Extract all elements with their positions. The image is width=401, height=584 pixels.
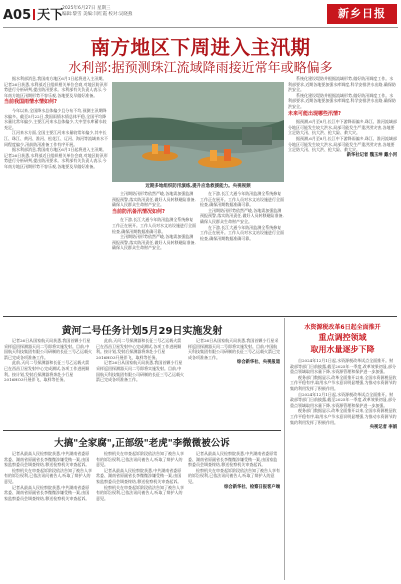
photo-caption: 近期多地组织防汛演练,提升应急救援能力。央视视频 <box>145 184 251 189</box>
header-divider <box>3 27 398 28</box>
byline: 综合新华社、央视报道 <box>237 360 280 366</box>
section-divider <box>3 316 397 317</box>
issue-meta: 2025年6月27日 星期三 编辑:黎雪 美编:闫红霞 校对:吴晓燕 <box>62 6 133 17</box>
section-heading: 未来可能出现哪些汛情? <box>288 110 341 117</box>
sidebox-title-2: 重点调控领域 <box>318 333 367 342</box>
story3-column-1: 记者从最高人民检察院获悉,中共湖南省委原常委、湖南省原副省长李微微涉嫌受贿一案,由国家监察委员会调查终结,移送检察机关审查起诉。 检察机关在审查起诉阶段依法告知了被告人享有的诉讼权利,已依法讯问被告人,听取了辩护人的意见。 记者从最高人民检察院获悉,中共湖南省委原常委、湖南省原副省长李微微涉嫌受贿一案,由国家监察委员会调查终结,移送检察机关审查起诉。 <box>4 451 92 501</box>
lead-column-right: 系统化建设堤防并根据流域形势,做好防汛调度工作。水利部要求,近期各地要加强水库调度,科学安排洪水出路,确保防洪安全。 系统化建设堤防并根据流域形势,做好防汛调度工作。水利部要求,近期各地要加强水库调度,科学安排洪水出路,确保防洪安全。 未来可能出现哪些汛情? 据预测,6月至8月,长江中下游降雨偏多,珠江、淮河流域部分地区可能发生较大洪水,局部可能发生严重洪涝灾害,各地要立足防大汛、抗大洪、抢大险、救大灾。 据预测,6月至8月,长江中下游降雨偏多,珠江、淮河流域部分地区可能发生较大洪水,局部可能发生严重洪涝灾害,各地要立足防大汛、抗大洪、抢大险、救大灾。 新华社记者 魏玉坤 戴小河 <box>288 76 397 158</box>
story2-column-2: 此前,天问二号探测器和长征三号乙运载火箭已在西昌卫星发射中心完成测试,各项工作进展顺利。按计划,发射后探测器将奔赴小行星2016HO3开展伴飞、取样等任务。 记者26日从国家航天局获悉,我国首颗小行星采样返回探测器天问二号即将实施发射。目前,中国航天科技集团有限公司研制的长征三号乙运载火箭已完成各项准备工作。 <box>96 338 184 383</box>
page-header <box>0 0 401 30</box>
story2-column-1: 记者26日从国家航天局获悉,我国首颗小行星采样返回探测器天问二号即将实施发射。目前,中国航天科技集团有限公司研制的长征三号乙运载火箭已完成各项准备工作。 此前,天问二号探测器和长征三号乙运载火箭已在西昌卫星发射中心完成测试,各项工作进展顺利。按计划,发射后探测器将奔赴小行星2016HO3开展伴飞、取样等任务。 <box>4 338 92 383</box>
story2-headline: 黄河二号任务计划5月29日实施发射 <box>61 326 223 337</box>
story3-column-2: 检察机关在审查起诉阶段依法告知了被告人享有的诉讼权利,已依法讯问被告人,听取了辩护人的意见。 记者从最高人民检察院获悉,中共湖南省委原常委、湖南省原副省长李微微涉嫌受贿一案,由国家监察委员会调查终结,移送检察机关审查起诉。 检察机关在审查起诉阶段依法告知了被告人享有的诉讼权利,已依法讯问被告人,听取了辩护人的意见。 <box>96 451 184 501</box>
lead-column-left: 据水利部消息,我国南方地区6月1日起将进入主汛期。记者26日获悉,水利部近日组织相关单位会商,对地区防汛形势进行分析研判,提出防汛要求。水利部有关负责人表示,今年南方地区汛期形势不容乐观,各地要及早做好准备。 当前我国雨情水情如何? 今年以来,全国降水总体偏少且分布不均,预测主汛期降水偏多。截至5月22日,我国雨情水情总体平稳,全国平均降水量比常年偏少,主要江河来水总体偏少,大中型水库蓄水较充足。 江河来水方面,全国主要江河来水量较常年偏少,其中长江、珠江、黄河、淮河、松花江、辽河、海河等流域来水不同程度偏少,汛前防汛准备工作有序开展。 据水利部消息,我国南方地区6月1日起将进入主汛期。记者26日获悉,水利部近日组织相关单位会商,对地区防汛形势进行分析研判,提出防汛要求。水利部有关负责人表示,今年南方地区汛期形势不容乐观,各地要及早做好准备。 <box>4 76 108 169</box>
lead-column-mid-a: 主汛期防汛形势依然严峻,各地需加强监测预报预警,落实防汛责任,做好人员转移避险准备,确保人民群众生命财产安全。 当前防汛备汛情况如何? 在下游,长江大通今年防汛监测全系统修复工作正在展开。工作人员对水文站设施进行全面检查,确保汛期数据准确可靠。 主汛期防汛形势依然严峻,各地需加强监测预报预警,落实防汛责任,做好人员转移避险准备,确保人民群众生命财产安全。 <box>112 191 196 251</box>
photo-image <box>112 82 284 182</box>
story2-column-3: 记者26日从国家航天局获悉,我国首颗小行星采样返回探测器天问二号即将实施发射。目前,中国航天科技集团有限公司研制的长征三号乙运载火箭已完成各项准备工作。 综合新华社、央视报道 <box>188 338 280 366</box>
section-heading: 当前防汛备汛情况如何? <box>112 208 165 215</box>
lead-column-mid-b: 在下游,长江大通今年防汛监测全系统修复工作正在展开。工作人员对水文站设施进行全面检查,确保汛期数据准确可靠。 主汛期防汛形势依然严峻,各地需加强监测预报预警,落实防汛责任,做好人员转移避险准备,确保人民群众生命财产安全。 在下游,长江大通今年防汛监测全系统修复工作正在展开。工作人员对水文站设施进行全面检查,确保汛期数据准确可靠。 <box>200 191 284 241</box>
column-divider <box>284 318 285 580</box>
byline: 央视记者 李娟 <box>369 425 397 431</box>
sidebox-title-3: 取用水量逐步下降 <box>310 345 375 354</box>
newspaper-logo: 新乡日报 <box>327 4 397 24</box>
section-divider <box>3 430 281 431</box>
page-number: A05 天下 <box>3 8 64 23</box>
lead-subheadline: 水利部:据预测珠江流域降雨接近常年或略偏多 <box>68 61 333 76</box>
story3-column-3: 记者从最高人民检察院获悉,中共湖南省委原常委、湖南省原副省长李微微涉嫌受贿一案,由国家监察委员会调查终结,移送检察机关审查起诉。 检察机关在审查起诉阶段依法告知了被告人享有的诉讼权利,已依法讯问被告人,听取了辩护人的意见。 综合新华社、检察日报客户端 <box>188 451 280 490</box>
byline: 综合新华社、检察日报客户端 <box>224 484 280 490</box>
byline: 新华社记者 魏玉坤 戴小河 <box>346 152 397 158</box>
lead-headline: 南方地区下周进入主汛期 <box>90 36 311 59</box>
flood-drill-photo <box>112 82 284 182</box>
section-heading: 当前我国雨情水情如何? <box>4 99 57 106</box>
sidebox-body: 自2024年12月1日起,水资源税改革试点全面推开。财政部等部门日前披露,截至2025年一季度,改革效果初显,部分重点领域取用水量下降,水资源管理和保护进一步加强。 税务部门数据显示,改革全面推开以来,全国水资源税征收工作平稳有序,取用水户节水意识明显增强,为推动水资源节约集约利用发挥了积极作用。 自2024年12月1日起,水资源税改革试点全面推开。财政部等部门日前披露,截至2025年一季度,改革效果初显,部分重点领域取用水量下降,水资源管理和保护进一步加强。 税务部门数据显示,改革全面推开以来,全国水资源税征收工作平稳有序,取用水户节水意识明显增强,为推动水资源节约集约利用发挥了积极作用。 央视记者 李娟 <box>290 358 397 431</box>
story3-headline: 大搞"全家腐",正部级"老虎"李微微被公诉 <box>54 438 230 449</box>
sidebox-title-1: 水资源税改革6日起全面推开 <box>304 324 381 331</box>
